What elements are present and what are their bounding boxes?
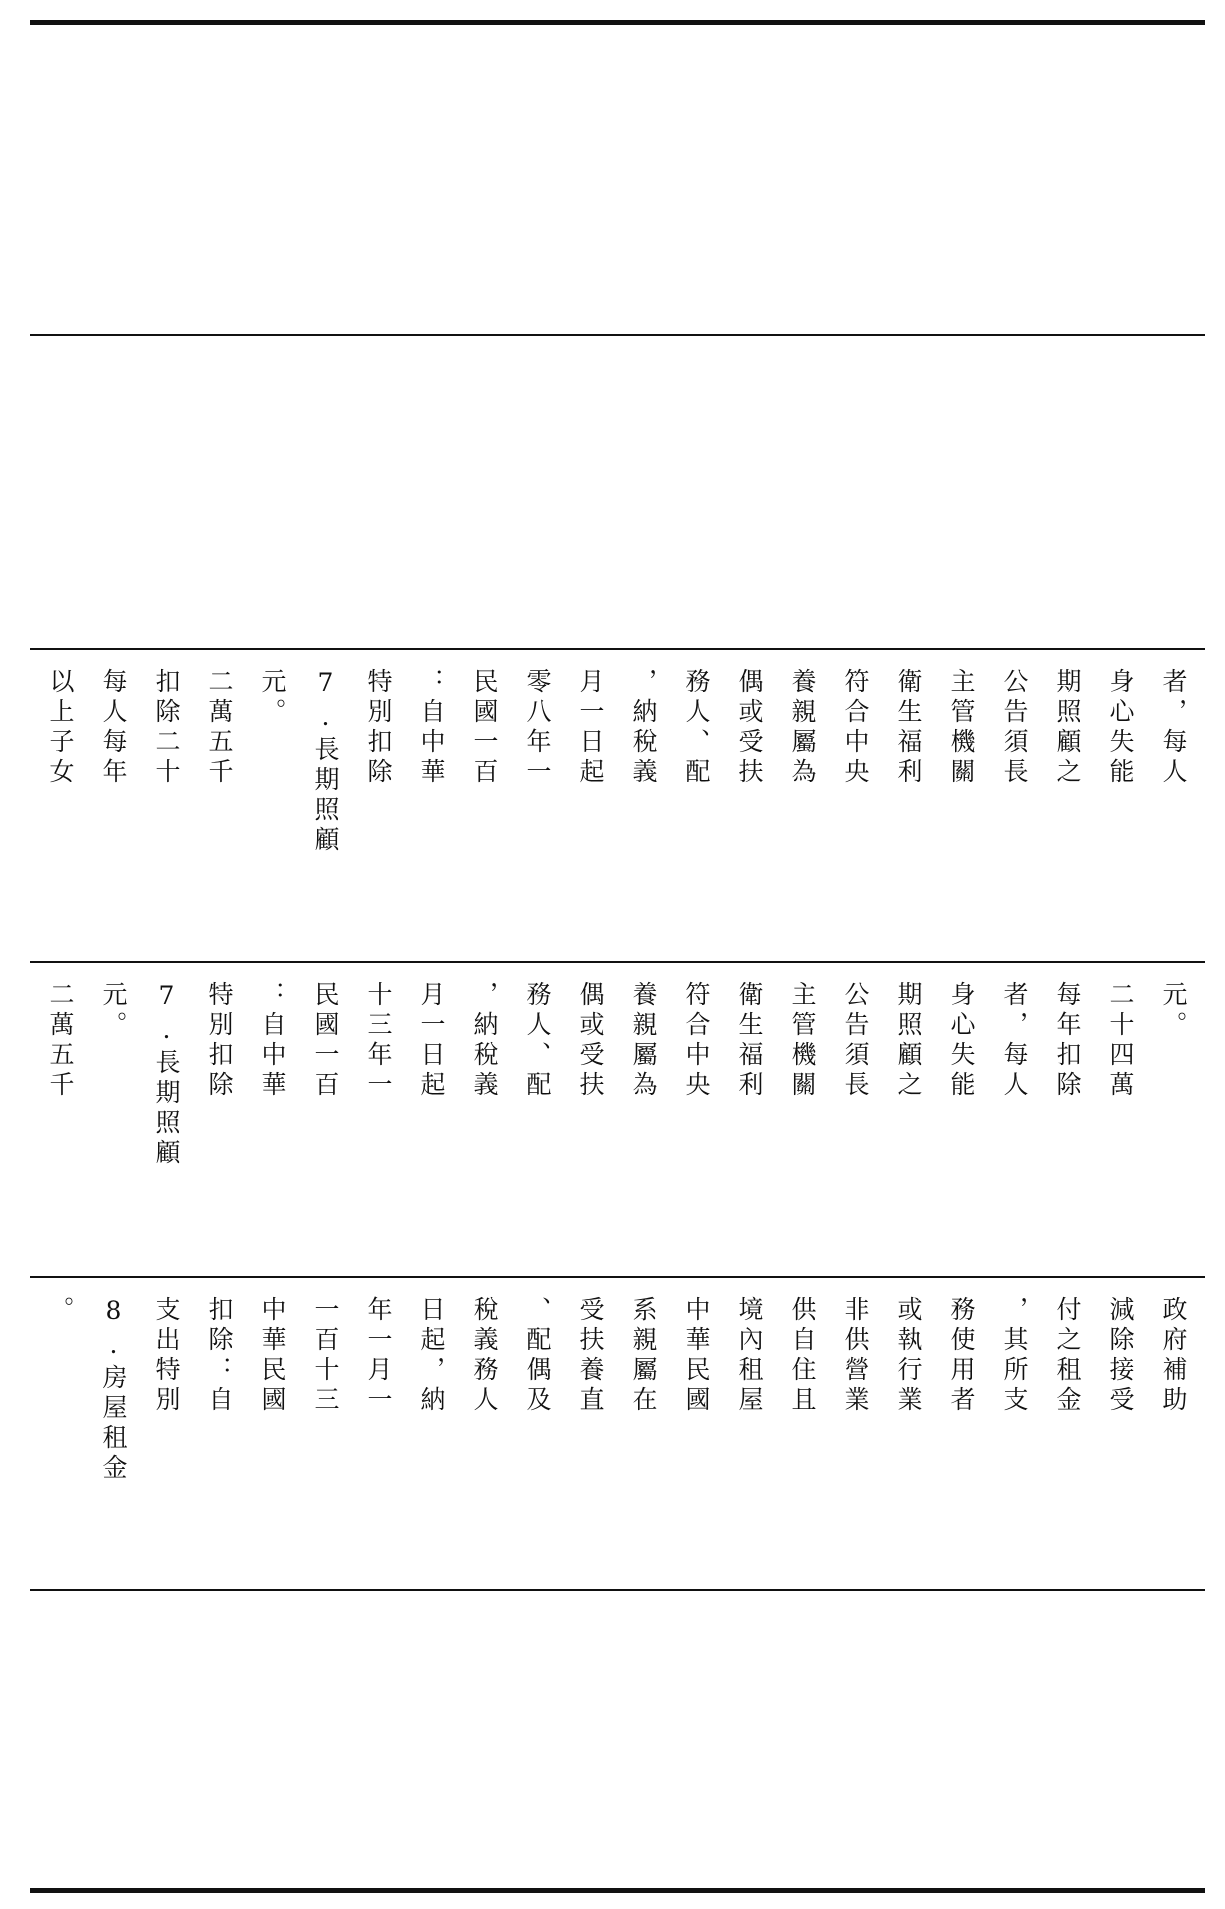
text-column: 受扶養直	[576, 1296, 605, 1416]
text-column: 主管機關	[788, 981, 817, 1101]
text-band-amended	[30, 963, 1205, 1276]
text-column: 身心失能	[1106, 668, 1135, 788]
text-column: 民國一百	[470, 668, 499, 788]
text-column: 公告須長	[841, 981, 870, 1101]
text-column: 中華民國	[258, 1296, 287, 1416]
text-column: 主管機關	[947, 668, 976, 788]
text-column: 民國一百	[311, 981, 340, 1101]
text-column: 零八年一	[523, 668, 552, 788]
text-column: 7.長期照顧	[152, 981, 181, 1169]
text-column: 日起，納	[417, 1296, 446, 1416]
text-column: 扣除二十	[152, 668, 181, 788]
text-column: 供自住且	[788, 1296, 817, 1416]
text-column: 務使用者	[947, 1296, 976, 1416]
text-column: 每人每年	[99, 668, 128, 788]
text-column: 8.房屋租金	[99, 1296, 128, 1484]
text-band-rent-deduction	[30, 1278, 1205, 1589]
text-column: 7.長期照顧	[311, 668, 340, 856]
text-column: 。	[46, 1296, 75, 1326]
text-column: 元。	[1159, 981, 1188, 1041]
text-column: 偶或受扶	[735, 668, 764, 788]
empty-band-2	[30, 336, 1205, 648]
text-column: 符合中央	[841, 668, 870, 788]
text-column: 政府補助	[1159, 1296, 1188, 1416]
text-column: ，其所支	[1000, 1296, 1029, 1416]
text-column: 偶或受扶	[576, 981, 605, 1101]
empty-band-6	[30, 1591, 1205, 1888]
text-column: 二十四萬	[1106, 981, 1135, 1101]
text-column: 養親屬為	[629, 981, 658, 1101]
text-column: 者，每人	[1159, 668, 1188, 788]
text-column: ：自中華	[258, 981, 287, 1101]
empty-band-1	[30, 25, 1205, 334]
text-column: 稅義務人	[470, 1296, 499, 1416]
text-column: 系親屬在	[629, 1296, 658, 1416]
text-column: 二萬五千	[205, 668, 234, 788]
text-column: 、配偶及	[523, 1296, 552, 1416]
text-column: ：自中華	[417, 668, 446, 788]
text-column: 扣除：自	[205, 1296, 234, 1416]
text-column: 中華民國	[682, 1296, 711, 1416]
text-column: ，納稅義	[629, 668, 658, 788]
text-column: 者，每人	[1000, 981, 1029, 1101]
text-column: 符合中央	[682, 981, 711, 1101]
text-column: 非供營業	[841, 1296, 870, 1416]
text-column: 期照顧之	[1053, 668, 1082, 788]
text-column: 境內租屋	[735, 1296, 764, 1416]
text-band-current-law	[30, 650, 1205, 961]
text-column: 期照顧之	[894, 981, 923, 1101]
text-column: ，納稅義	[470, 981, 499, 1101]
text-column: 十三年一	[364, 981, 393, 1101]
text-column: 公告須長	[1000, 668, 1029, 788]
text-column: 特別扣除	[205, 981, 234, 1101]
text-column: 衛生福利	[735, 981, 764, 1101]
text-column: 月一日起	[576, 668, 605, 788]
text-column: 以上子女	[46, 668, 75, 788]
text-column: 付之租金	[1053, 1296, 1082, 1416]
text-column: 養親屬為	[788, 668, 817, 788]
text-column: 務人、配	[523, 981, 552, 1101]
text-column: 特別扣除	[364, 668, 393, 788]
text-column: 二萬五千	[46, 981, 75, 1101]
text-column: 支出特別	[152, 1296, 181, 1416]
text-column: 務人、配	[682, 668, 711, 788]
text-column: 年一月一	[364, 1296, 393, 1416]
text-column: 一百十三	[311, 1296, 340, 1416]
text-column: 每年扣除	[1053, 981, 1082, 1101]
bottom-rule	[30, 1888, 1205, 1893]
text-column: 衛生福利	[894, 668, 923, 788]
text-column: 或執行業	[894, 1296, 923, 1416]
text-column: 元。	[258, 668, 287, 728]
text-column: 減除接受	[1106, 1296, 1135, 1416]
text-column: 身心失能	[947, 981, 976, 1101]
text-column: 元。	[99, 981, 128, 1041]
text-column: 月一日起	[417, 981, 446, 1101]
